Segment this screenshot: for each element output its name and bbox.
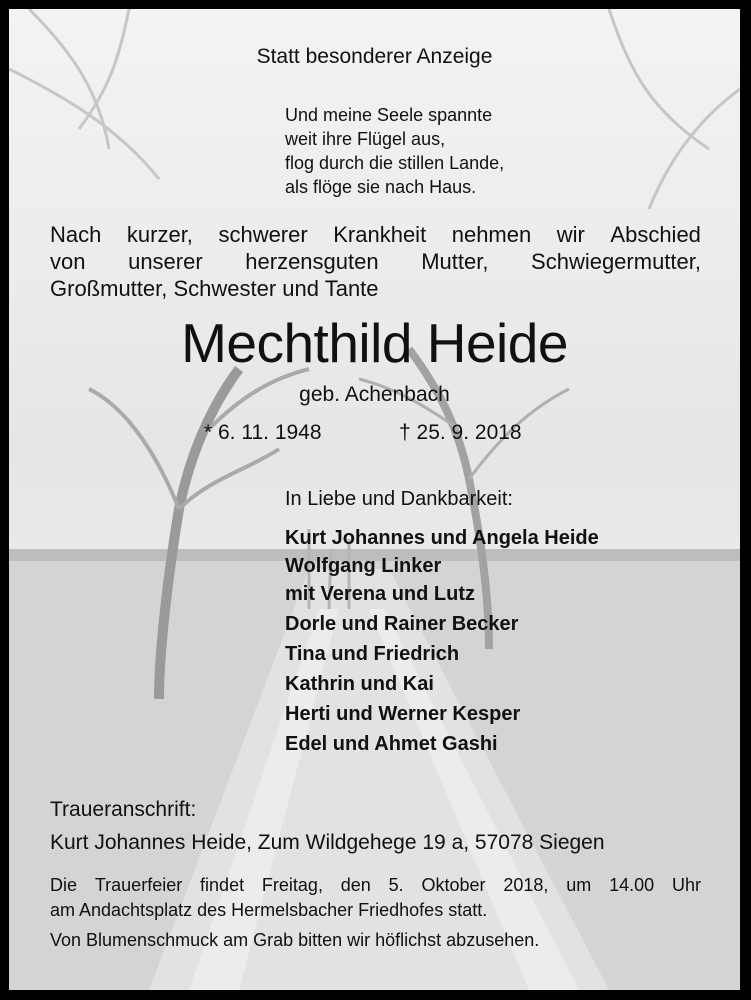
intro-word: Krankheit	[333, 222, 427, 247]
intro-word: unserer	[128, 249, 203, 274]
death-date: † 25. 9. 2018	[399, 421, 522, 444]
intro-line-3: Großmutter, Schwester und Tante	[50, 276, 379, 301]
address-label: Traueranschrift:	[50, 798, 197, 821]
intro-line-2	[50, 248, 701, 275]
service-word: findet	[200, 875, 245, 895]
service-line-1	[50, 873, 701, 898]
notice-header: Statt besonderer Anzeige	[256, 45, 493, 68]
birth-date: * 6. 11. 1948	[204, 421, 322, 444]
poem-line: Und meine Seele spannte	[285, 105, 493, 125]
intro-word: wir	[556, 222, 585, 247]
intro-paragraph	[50, 221, 701, 302]
mourner-entry: Herti und Werner Kesper	[285, 703, 521, 725]
service-word: Die	[50, 875, 78, 895]
intro-word: kurzer,	[126, 222, 193, 247]
service-word: Uhr	[671, 875, 701, 895]
birth-name: geb. Achenbach	[299, 383, 450, 406]
mourner-entry: Wolfgang Linker	[285, 555, 442, 577]
intro-word: Nach	[50, 222, 102, 247]
poem-line: als flöge sie nach Haus.	[285, 177, 477, 197]
service-word: um	[566, 875, 592, 895]
service-line-2: am Andachtsplatz des Hermelsbacher Friedhofes statt.	[50, 900, 488, 920]
intro-word: herzensguten	[245, 249, 379, 274]
service-word: 5.	[388, 875, 404, 895]
intro-word: schwerer	[218, 222, 308, 247]
poem	[285, 103, 504, 199]
intro-line-1	[50, 221, 701, 248]
deceased-name: Mechthild Heide	[181, 312, 568, 374]
intro-word: Mutter,	[421, 249, 489, 274]
mourners-intro: In Liebe und Dankbarkeit:	[285, 488, 513, 510]
mourner-entry: mit Verena und Lutz	[285, 583, 476, 605]
service-word: den	[340, 875, 371, 895]
mourner-entry: Edel und Ahmet Gashi	[285, 733, 498, 755]
mourner-entry: Tina und Friedrich	[285, 643, 460, 665]
mourner-entry: Kathrin und Kai	[285, 673, 434, 695]
notice-content	[9, 9, 740, 990]
service-word: 2018,	[503, 875, 549, 895]
service-word: 14.00	[609, 875, 655, 895]
intro-word: Abschied	[610, 222, 701, 247]
mourning-address: Kurt Johannes Heide, Zum Wildgehege 19 a, 57078 Siegen	[50, 831, 605, 854]
poem-line: weit ihre Flügel aus,	[285, 129, 446, 149]
intro-word: nehmen	[451, 222, 532, 247]
service-word: Freitag,	[261, 875, 323, 895]
mourners-list	[285, 523, 599, 759]
service-word: Oktober	[421, 875, 486, 895]
intro-word: von	[50, 249, 86, 274]
mourner-entry: Kurt Johannes und Angela Heide	[285, 527, 599, 549]
poem-line: flog durch die stillen Lande,	[285, 153, 505, 173]
intro-word: Schwiegermutter,	[531, 249, 701, 274]
flowers-note: Von Blumenschmuck am Grab bitten wir höflichst abzusehen.	[50, 930, 540, 950]
funeral-service-info	[50, 873, 701, 923]
mourner-entry: Dorle und Rainer Becker	[285, 613, 519, 635]
obituary-notice	[9, 9, 740, 990]
service-word: Trauerfeier	[94, 875, 183, 895]
